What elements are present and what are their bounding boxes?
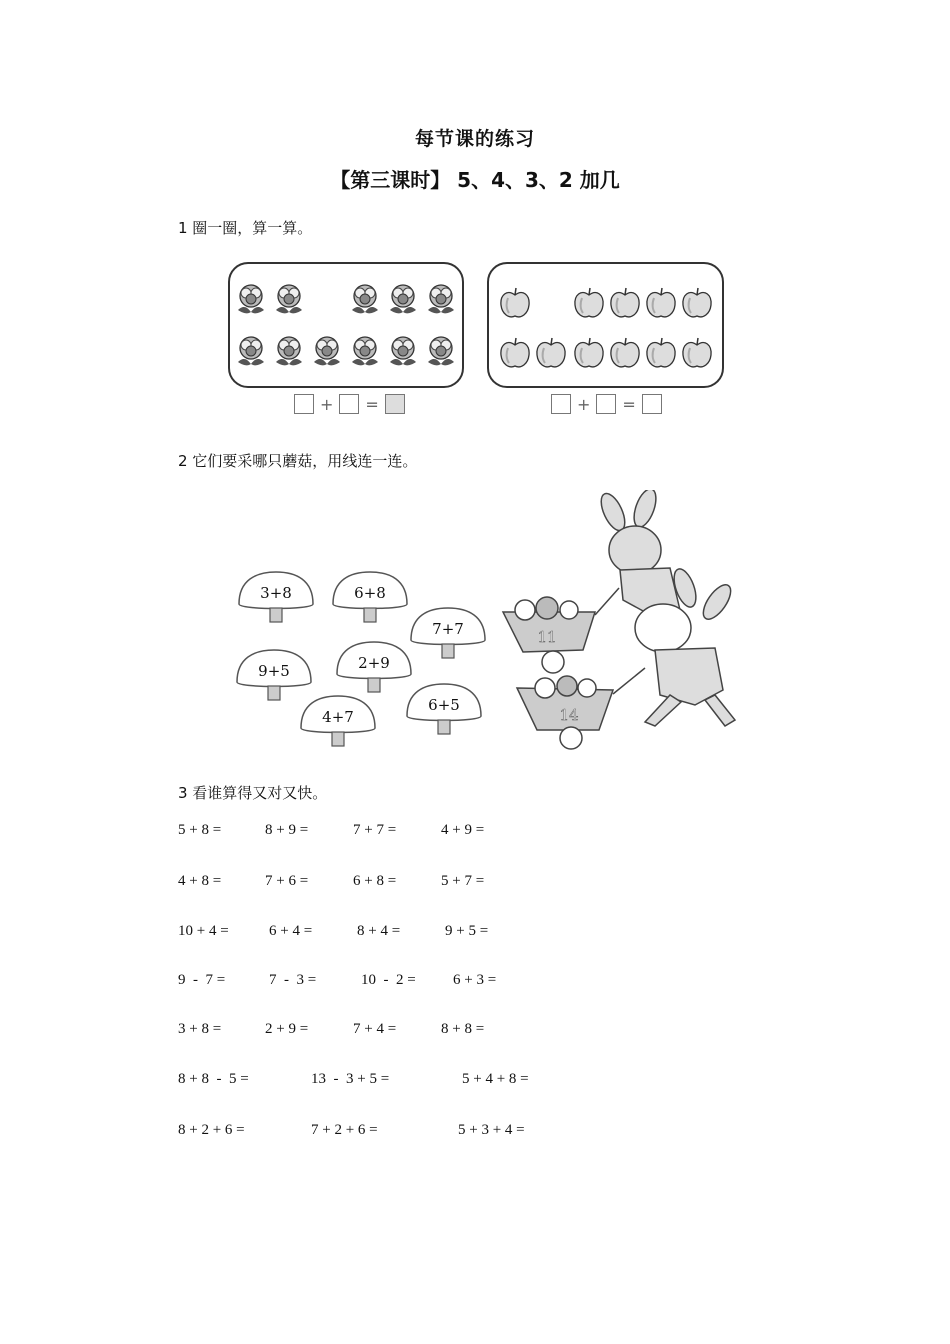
flower-icon (386, 282, 420, 316)
apple-icon (645, 286, 677, 320)
answer-box[interactable] (551, 394, 571, 414)
mushroom-label: 3+8 (260, 584, 292, 602)
equation-item: 5 + 4 + 8 = (462, 1071, 529, 1087)
apple-icon (499, 286, 531, 320)
equation-item: 6 + 3 = (453, 972, 497, 988)
equals-sign: = (365, 394, 379, 414)
mushroom-3[interactable] (408, 606, 488, 662)
flower-icon (272, 334, 306, 368)
flower-equation (294, 394, 405, 414)
apple-row-bottom (499, 336, 717, 370)
equals-sign: = (622, 394, 636, 414)
equation-item: 8 + 2 + 6 = (178, 1122, 245, 1138)
answer-box[interactable] (294, 394, 314, 414)
lesson-subtitle: 【第三课时】 5、4、3、2 加几 (330, 168, 620, 192)
mushroom-7[interactable] (404, 682, 484, 738)
apple-icon (573, 336, 605, 370)
apple-icon (499, 336, 531, 370)
cart-number: 11 (537, 628, 557, 646)
answer-box[interactable] (385, 394, 405, 414)
equation-item: 5 + 3 + 4 = (458, 1122, 525, 1138)
flower-picture-frame (228, 262, 464, 388)
apple-icon (535, 336, 567, 370)
mushroom-2[interactable] (330, 570, 410, 626)
answer-box[interactable] (596, 394, 616, 414)
apple-icon (609, 286, 641, 320)
question-3-label: 3 看谁算得又对又快。 (178, 784, 328, 802)
flower-icon (234, 334, 268, 368)
flower-icon (234, 282, 268, 316)
apple-icon (681, 336, 713, 370)
apple-row-top (499, 286, 717, 320)
cart-number: 14 (559, 706, 579, 724)
rabbits-with-carts-illustration (495, 490, 740, 760)
flower-icon (272, 282, 306, 316)
mushroom-1[interactable] (236, 570, 316, 626)
flower-icon (310, 334, 344, 368)
equation-item: 7 + 7 = (353, 822, 397, 838)
flower-icon (424, 282, 458, 316)
mushroom-label: 9+5 (258, 662, 290, 680)
apple-icon (681, 286, 713, 320)
flower-icon (386, 334, 420, 368)
equation-item: 8 + 8 - 5 = (178, 1071, 249, 1087)
mushroom-label: 7+7 (432, 620, 464, 638)
equation-item: 7 + 2 + 6 = (311, 1122, 378, 1138)
equation-item: 4 + 9 = (441, 822, 485, 838)
equation-item: 2 + 9 = (265, 1021, 309, 1037)
plus-sign: + (577, 394, 591, 414)
apple-equation (551, 394, 662, 414)
equation-item: 6 + 4 = (269, 923, 313, 939)
question-2-label: 2 它们要采哪只蘑菇，用线连一连。 (178, 452, 418, 470)
equation-item: 7 + 4 = (353, 1021, 397, 1037)
flower-icon (424, 334, 458, 368)
equation-item: 8 + 4 = (357, 923, 401, 939)
equation-item: 4 + 8 = (178, 873, 222, 889)
flower-icon (348, 334, 382, 368)
equation-item: 5 + 8 = (178, 822, 222, 838)
equation-item: 5 + 7 = (441, 873, 485, 889)
mushroom-label: 2+9 (358, 654, 390, 672)
equation-item: 3 + 8 = (178, 1021, 222, 1037)
mushroom-label: 4+7 (322, 708, 354, 726)
equation-item: 8 + 9 = (265, 822, 309, 838)
equation-item: 7 - 3 = (269, 972, 317, 988)
page-title: 每节课的练习 (414, 128, 535, 150)
apple-icon (573, 286, 605, 320)
apple-picture-frame (487, 262, 724, 388)
answer-box[interactable] (642, 394, 662, 414)
equation-item: 8 + 8 = (441, 1021, 485, 1037)
apple-icon (645, 336, 677, 370)
equation-item: 9 + 5 = (445, 923, 489, 939)
equation-item: 6 + 8 = (353, 873, 397, 889)
equation-item: 10 + 4 = (178, 923, 229, 939)
mushroom-5[interactable] (334, 640, 414, 696)
equation-item: 9 - 7 = (178, 972, 226, 988)
question-1-label: 1 圈一圈，算一算。 (178, 219, 313, 237)
mushroom-label: 6+5 (428, 696, 460, 714)
flower-icon (348, 282, 382, 316)
flower-row-top (234, 282, 462, 316)
apple-icon (609, 336, 641, 370)
equation-item: 13 - 3 + 5 = (311, 1071, 390, 1087)
equation-item: 7 + 6 = (265, 873, 309, 889)
plus-sign: + (320, 394, 334, 414)
mushroom-label: 6+8 (354, 584, 386, 602)
equation-item: 10 - 2 = (361, 972, 416, 988)
answer-box[interactable] (339, 394, 359, 414)
mushroom-6[interactable] (298, 694, 378, 750)
flower-row-bottom (234, 334, 462, 368)
